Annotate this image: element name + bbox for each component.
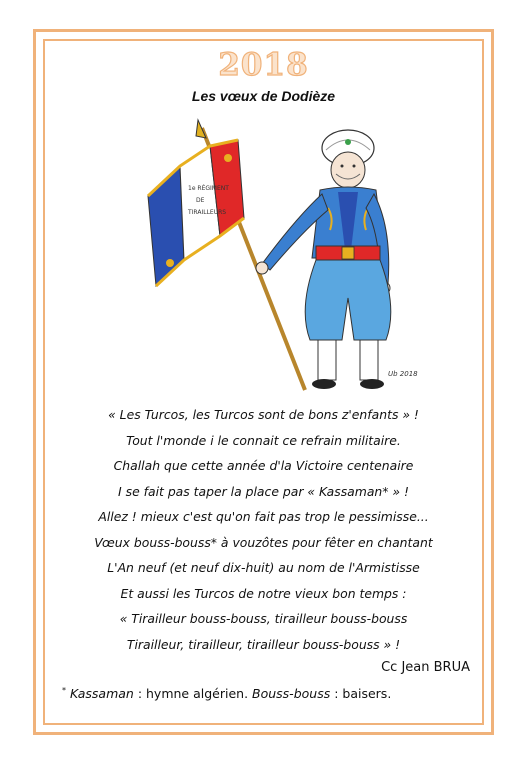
poem-line: Vœux bouss-bouss* à vouzôtes pour fêter en chantant: [94, 534, 433, 550]
poem-line: Et aussi les Turcos de notre vieux bon temps :: [120, 585, 407, 601]
poem-line: « Tirailleur bouss-bouss, tirailleur bouss-bouss: [119, 611, 408, 626]
footnote-term-kassaman: Kassaman: [69, 686, 134, 702]
poem-line: « Les Turcos, les Turcos sont de bons z'enfants » !: [108, 407, 419, 422]
left-shoe: [312, 379, 336, 389]
flag-text-3: TIRAILLEURS: [188, 209, 227, 216]
tricolor-flag: [148, 140, 244, 286]
footnote-marker: *: [62, 686, 66, 695]
poem-line: L'An neuf (et neuf dix-huit) au nom de l'Armistisse: [107, 560, 420, 575]
footnote: [62, 686, 391, 701]
poem-line: I se fait pas taper la place par « Kassaman* » !: [118, 483, 409, 499]
poem-line: Tout l'monde i le connait ce refrain militaire.: [126, 432, 401, 448]
flag-text-1: 1e RÉGIMENT: [188, 185, 229, 192]
trousers: [305, 260, 391, 340]
footnote-term-bouss: Bouss-bouss: [252, 686, 331, 702]
footnote-def-kassaman: : hymne algérien.: [133, 686, 253, 702]
footnote-def-bouss: : baisers.: [330, 686, 392, 702]
artist-mark: Ub 2018: [388, 370, 418, 378]
right-gaiter: [360, 340, 378, 380]
zouave-illustration: [140, 118, 418, 403]
poem-line: Allez ! mieux c'est qu'on fait pas trop le pessimisse...: [98, 509, 429, 524]
poem: [40, 402, 487, 657]
poem-line: Challah que cette année d'la Victoire centenaire: [113, 458, 414, 473]
signature: Cc Jean BRUA: [381, 660, 470, 675]
face: [331, 152, 365, 188]
left-gaiter: [318, 340, 336, 380]
poem-line: Tirailleur, tirailleur, tirailleur bouss-bouss » !: [126, 636, 401, 652]
flag-text-2: DE: [196, 197, 205, 204]
year-title: 2018: [218, 47, 309, 83]
right-shoe: [360, 379, 384, 389]
subtitle: Les vœux de Dodièze: [191, 88, 336, 104]
